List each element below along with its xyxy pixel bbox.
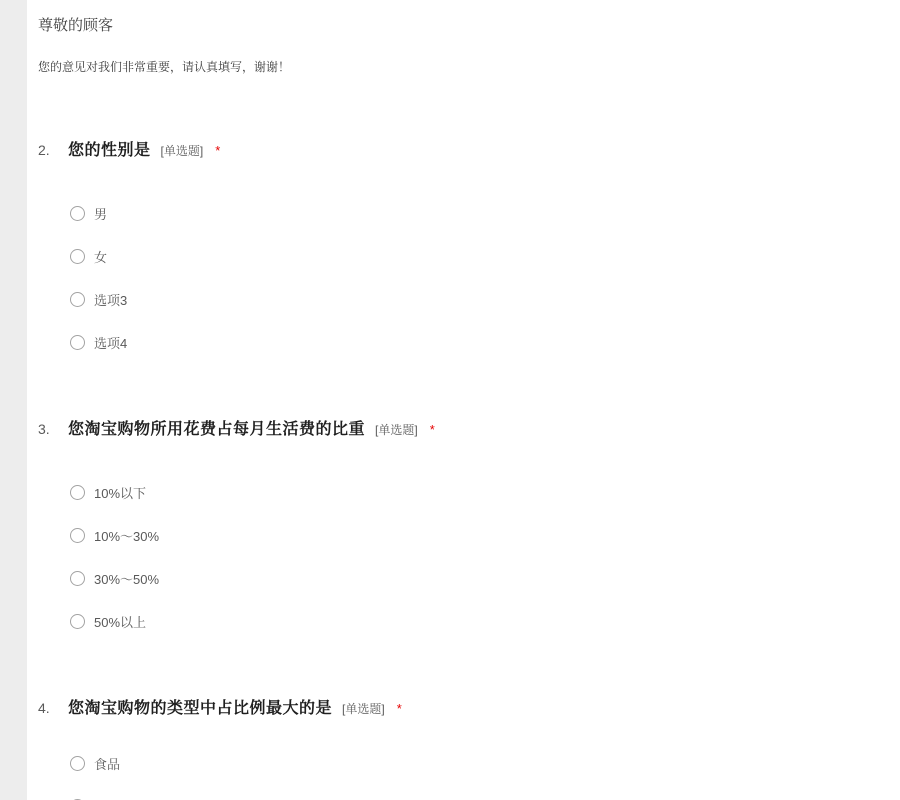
survey-title: 尊敬的顾客 [38, 17, 114, 34]
radio-button-icon[interactable] [70, 571, 85, 586]
required-asterisk: * [215, 143, 221, 158]
question-title: 您淘宝购物所用花费占每月生活费的比重 [68, 421, 366, 438]
radio-option[interactable] [70, 557, 880, 600]
radio-button-icon[interactable] [70, 614, 85, 629]
question-number: 4. [38, 700, 50, 716]
radio-button-icon[interactable] [70, 335, 85, 350]
question-block-4 [38, 697, 880, 800]
radio-button-icon[interactable] [70, 292, 85, 307]
question-type-tag: [单选题] [375, 423, 418, 437]
radio-button-icon[interactable] [70, 249, 85, 264]
survey-panel [27, 0, 900, 800]
question-header [38, 139, 880, 162]
option-label: 选项4 [94, 336, 128, 351]
question-block-3 [38, 418, 880, 643]
option-label: 男 [94, 207, 108, 222]
radio-option[interactable] [70, 278, 880, 321]
question-number: 3. [38, 421, 50, 437]
radio-option[interactable] [70, 321, 880, 364]
option-list [38, 742, 880, 800]
radio-option[interactable] [70, 600, 880, 643]
question-title: 您的性别是 [68, 142, 151, 159]
radio-button-icon[interactable] [70, 206, 85, 221]
required-asterisk: * [396, 701, 402, 716]
radio-button-icon[interactable] [70, 528, 85, 543]
radio-option[interactable] [70, 235, 880, 278]
question-type-tag: [单选题] [160, 144, 204, 158]
option-label: 30%～50% [94, 572, 160, 587]
option-label: 选项3 [94, 293, 128, 308]
survey-description: 您的意见对我们非常重要，请认真填写，谢谢！ [38, 60, 291, 74]
question-number: 2. [38, 142, 50, 158]
option-label: 女 [94, 250, 108, 265]
option-list [38, 471, 880, 643]
option-label: 50%以上 [94, 615, 147, 630]
question-title: 您淘宝购物的类型中占比例最大的是 [68, 700, 333, 717]
radio-option[interactable] [70, 514, 880, 557]
radio-button-icon[interactable] [70, 756, 85, 771]
question-type-tag: [单选题] [342, 702, 385, 716]
radio-option[interactable] [70, 785, 880, 800]
question-header [38, 697, 880, 720]
radio-option[interactable] [70, 471, 880, 514]
radio-option[interactable] [70, 192, 880, 235]
option-label: 食品 [94, 757, 121, 772]
question-block-2 [38, 139, 880, 364]
option-list [38, 192, 880, 364]
radio-option[interactable] [70, 742, 880, 785]
question-header [38, 418, 880, 441]
option-label: 10%～30% [94, 529, 160, 544]
required-asterisk: * [429, 422, 435, 437]
radio-button-icon[interactable] [70, 485, 85, 500]
option-label: 10%以下 [94, 486, 147, 501]
question-list [38, 139, 880, 800]
page-background-gutter [0, 0, 27, 800]
